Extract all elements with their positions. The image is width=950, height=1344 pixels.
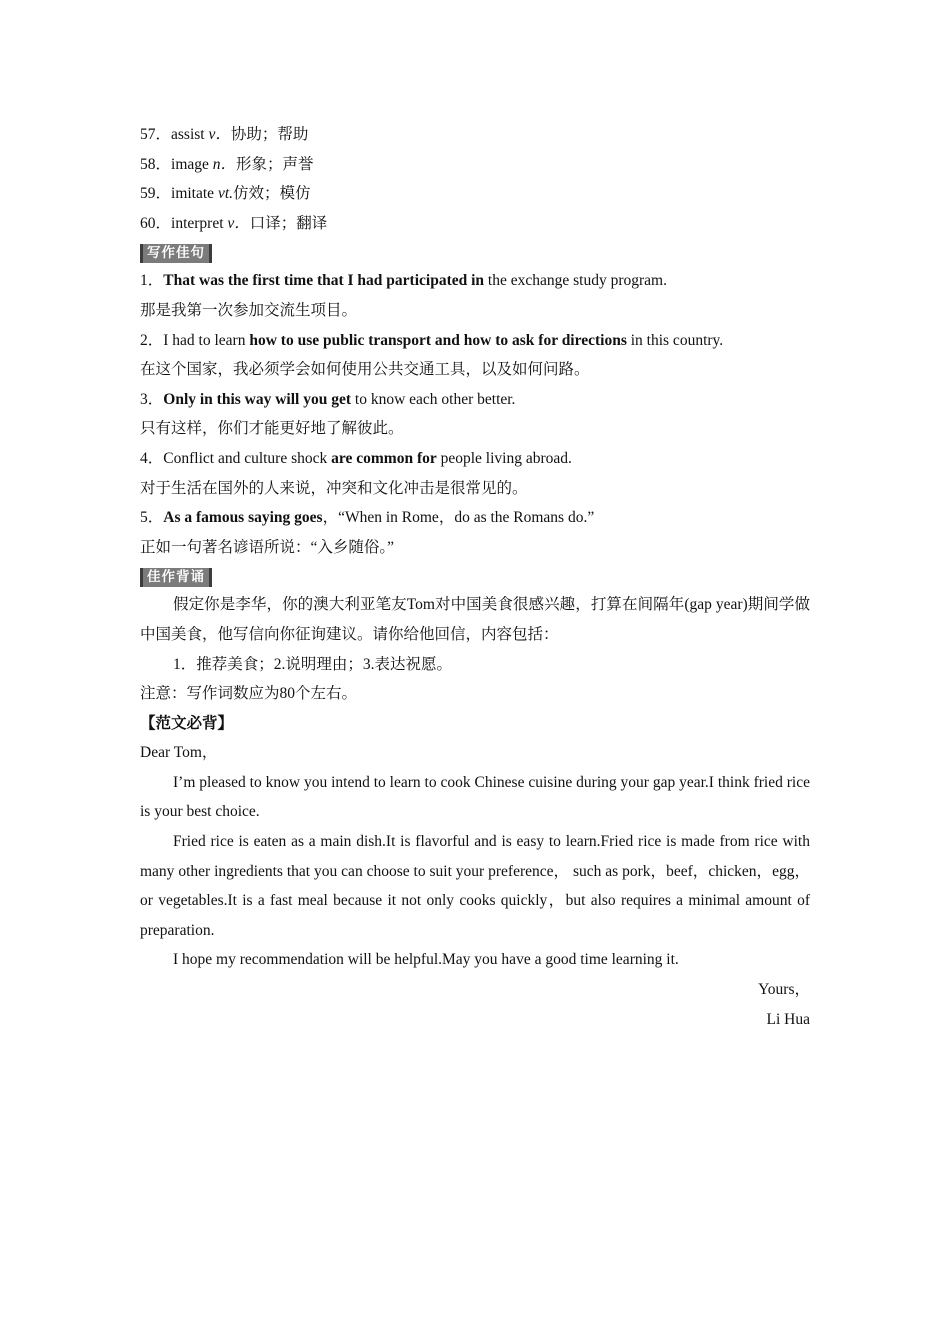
vocab-word: imitate [171,185,215,203]
task-note: 注意：写作词数应为80个左右。 [140,685,358,703]
vocab-meaning: 口译；翻译 [249,214,328,232]
vocab-item [140,179,810,209]
vocab-meaning: 形象；声誉 [236,155,314,173]
vocab-word: interpret [171,214,224,232]
vocab-number: 58． [140,155,172,173]
vocab-item [140,150,810,180]
vocab-number: 59． [140,185,172,203]
key-phrase: That was the first time that I had participated in [163,272,485,290]
vocab-pos: v． [227,214,250,232]
letter-closing: Yours， [758,981,810,999]
document-page [140,120,810,1034]
task-prompt: 假定你是李华，你的澳大利亚笔友Tom对中国美食很感兴趣，打算在间隔年(gap year)期间学做中国美食，他写信向你征询建议。请你给他回信，内容包括： [140,596,810,643]
vocab-pos: n． [212,155,237,173]
key-phrase: are common for [331,449,437,467]
sentence-translation: 只有这样，你们才能更好地了解彼此。 [140,420,404,438]
sentence-item: 1．That was the first time that I had participated in the exchange study program. [140,272,667,290]
vocab-pos: v． [208,126,231,143]
vocab-item [140,120,810,150]
sentence-item: 3．Only in this way will you get to know each other better. [140,390,516,408]
sentence-translation: 正如一句著名谚语所说：“入乡随俗。” [140,538,395,556]
section-header [140,238,810,266]
section-tag-writing-sentences: 写作佳句 [140,244,212,263]
section-header [140,562,810,590]
vocab-meaning: 仿效；模仿 [233,185,311,203]
key-phrase: how to use public transport and how to ask for directions [249,331,627,349]
key-phrase: Only in this way will you get [163,390,352,408]
sentence-item: 5．As a famous saying goes，“When in Rome，do as the Romans do.” [140,509,595,527]
vocab-number: 57． [140,126,172,143]
vocab-word: assist [171,126,205,143]
letter-greeting: Dear Tom， [140,744,218,762]
vocab-word: image [171,155,209,173]
letter-paragraph: I’m pleased to know you intend to learn to cook Chinese cuisine during your gap year.I think fried rice is your best choice. [140,773,810,821]
vocab-pos: vt. [217,185,233,203]
vocab-number: 60． [140,214,172,232]
sentence-translation: 对于生活在国外的人来说，冲突和文化冲击是很常见的。 [140,479,528,497]
section-tag-model-essay: 佳作背诵 [140,568,212,587]
sentence-item: 4．Conflict and culture shock are common for people living abroad. [140,449,572,467]
letter-paragraph: Fried rice is eaten as a main dish.It is flavorful and is easy to learn.Fried rice is made from rice with many other ingredients that you can choose to suit your preference， such as pork，beef，chicken，egg，or vegetables.It is a fast meal because it not only cooks quickly，but also requires a minimal amount of preparation. [140,833,810,939]
model-essay-heading: 【范文必背】 [140,714,234,732]
letter-signature: Li Hua [766,1010,810,1028]
sentence-item: 2．I had to learn how to use public transport and how to ask for directions in this country. [140,331,724,349]
letter-paragraph: I hope my recommendation will be helpful.May you have a good time learning it. [173,951,679,969]
vocab-item [140,209,810,239]
key-phrase: As a famous saying goes [163,509,323,527]
vocab-meaning: 协助；帮助 [230,126,309,143]
sentence-translation: 那是我第一次参加交流生项目。 [140,301,358,319]
task-points: 1．推荐美食；2.说明理由；3.表达祝愿。 [173,655,453,673]
sentence-translation: 在这个国家，我必须学会如何使用公共交通工具，以及如何问路。 [140,361,590,379]
